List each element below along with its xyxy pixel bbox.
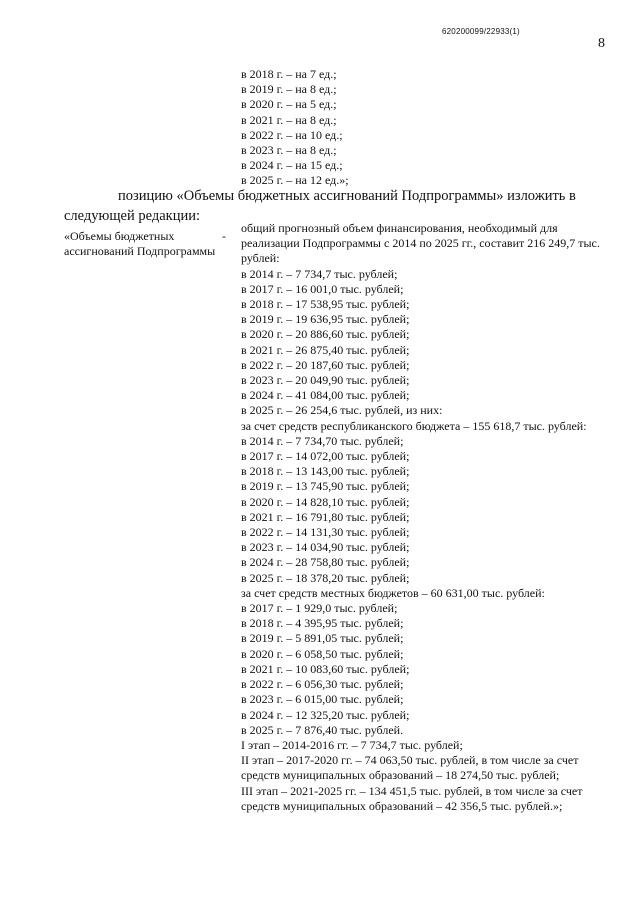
- text-line: в 2024 г. – 12 325,20 тыс. рублей;: [241, 707, 410, 722]
- text-line: в 2023 г. – 20 049,90 тыс. рублей;: [241, 373, 410, 388]
- list-item: в 2019 г. – на 8 ед.;: [241, 82, 337, 97]
- top-year-list: [241, 67, 349, 189]
- text-line: за счет средств местных бюджетов – 60 631,00 тыс. рублей:: [241, 585, 545, 600]
- text-line: в 2019 г. – 19 636,95 тыс. рублей;: [241, 312, 410, 327]
- text-line: общий прогнозный объем финансирования, необходимый для реализации Подпрограммы с 2014 по 2025 гг., составит 216 249,7 тыс. рублей:: [241, 221, 600, 266]
- list-item: в 2021 г. – на 8 ед.;: [241, 112, 337, 127]
- text-line: в 2025 г. – 18 378,20 тыс. рублей;: [241, 570, 410, 585]
- text-line: в 2021 г. – 10 083,60 тыс. рублей;: [241, 661, 410, 676]
- text-line: I этап – 2014-2016 гг. – 7 734,7 тыс. рублей;: [241, 737, 463, 752]
- text-line: в 2023 г. – 14 034,90 тыс. рублей;: [241, 540, 410, 555]
- text-line: в 2020 г. – 14 828,10 тыс. рублей;: [241, 494, 410, 509]
- document-id: 620200099/22933(1): [442, 27, 520, 36]
- page-number: 8: [598, 36, 605, 51]
- text-line: в 2017 г. – 1 929,0 тыс. рублей;: [241, 601, 398, 616]
- text-line: в 2018 г. – 4 395,95 тыс. рублей;: [241, 616, 404, 631]
- text-line: в 2018 г. – 17 538,95 тыс. рублей;: [241, 297, 410, 312]
- text-line: в 2025 г. – 26 254,6 тыс. рублей, из них:: [241, 403, 443, 418]
- list-item: в 2024 г. – на 15 ед.;: [241, 158, 343, 173]
- text-line: в 2024 г. – 41 084,00 тыс. рублей;: [241, 388, 410, 403]
- text-line: в 2018 г. – 13 143,00 тыс. рублей;: [241, 464, 410, 479]
- text-line: в 2022 г. – 6 056,30 тыс. рублей;: [241, 677, 404, 692]
- text-line: в 2017 г. – 14 072,00 тыс. рублей;: [241, 449, 410, 464]
- text-line: в 2014 г. – 7 734,70 тыс. рублей;: [241, 433, 404, 448]
- separator-dash: -: [222, 229, 226, 243]
- amendment-paragraph: позицию «Объемы бюджетных ассигнований Подпрограммы» изложить в следующей редакции:: [64, 188, 576, 224]
- text-line: в 2019 г. – 13 745,90 тыс. рублей;: [241, 479, 410, 494]
- list-item: в 2025 г. – на 12 ед.»;: [241, 173, 349, 188]
- list-item: в 2022 г. – на 10 ед.;: [241, 127, 343, 142]
- text-line: в 2020 г. – 6 058,50 тыс. рублей;: [241, 646, 404, 661]
- text-line: в 2022 г. – 20 187,60 тыс. рублей;: [241, 357, 410, 372]
- list-item: в 2018 г. – на 7 ед.;: [241, 67, 337, 81]
- funding-details: [241, 221, 605, 814]
- text-line: в 2025 г. – 7 876,40 тыс. рублей.: [241, 722, 404, 737]
- text-line: в 2023 г. – 6 015,00 тыс. рублей;: [241, 692, 404, 707]
- list-item: в 2020 г. – на 5 ед.;: [241, 97, 337, 112]
- text-line: за счет средств республиканского бюджета – 155 618,7 тыс. рублей:: [241, 418, 587, 433]
- text-line: III этап – 2021-2025 гг. – 134 451,5 тыс. рублей, в том числе за счет средств муниципальных образований – 42 356,5 тыс. рублей.»;: [241, 783, 583, 813]
- list-item: в 2023 г. – на 8 ед.;: [241, 143, 337, 158]
- text-line: II этап – 2017-2020 гг. – 74 063,50 тыс. рублей, в том числе за счет средств муниципальных образований – 18 274,50 тыс. рублей;: [241, 753, 579, 783]
- text-line: в 2014 г. – 7 734,7 тыс. рублей;: [241, 266, 398, 281]
- text-line: в 2021 г. – 26 875,40 тыс. рублей;: [241, 342, 410, 357]
- text-line: в 2024 г. – 28 758,80 тыс. рублей;: [241, 555, 410, 570]
- text-line: в 2019 г. – 5 891,05 тыс. рублей;: [241, 631, 404, 646]
- text-line: в 2021 г. – 16 791,80 тыс. рублей;: [241, 509, 410, 524]
- text-line: в 2022 г. – 14 131,30 тыс. рублей;: [241, 525, 410, 540]
- position-label: «Объемы бюджетных ассигнований Подпрограммы: [64, 229, 216, 259]
- text-line: в 2017 г. – 16 001,0 тыс. рублей;: [241, 281, 404, 296]
- text-line: в 2020 г. – 20 886,60 тыс. рублей;: [241, 327, 410, 342]
